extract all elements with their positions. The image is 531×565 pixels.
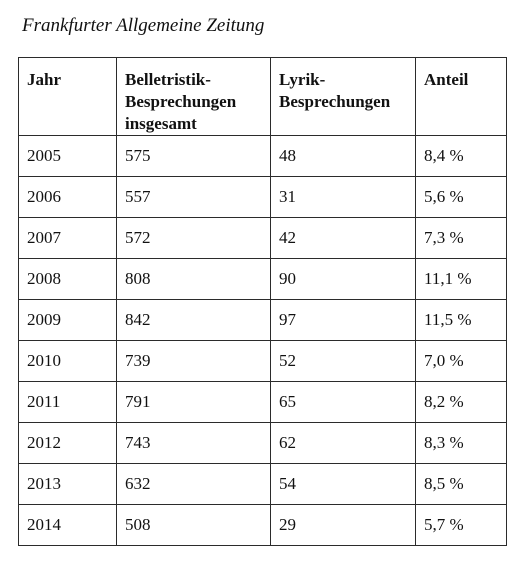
table-body	[19, 136, 507, 546]
table-row	[19, 177, 507, 218]
header-poetry-line: Lyrik-	[279, 70, 326, 89]
header-share-line: Anteil	[424, 70, 469, 89]
cell-year: 2009	[19, 300, 117, 341]
cell-fiction-reviews: 575	[117, 136, 271, 177]
header-poetry-line: Besprechungen	[279, 92, 391, 111]
cell-poetry-reviews: 97	[271, 300, 416, 341]
cell-share: 7,3 %	[416, 218, 507, 259]
header-fiction-line: insgesamt	[125, 114, 197, 133]
cell-poetry-reviews: 62	[271, 423, 416, 464]
cell-year: 2008	[19, 259, 117, 300]
cell-fiction-reviews: 743	[117, 423, 271, 464]
table-row	[19, 300, 507, 341]
header-fiction-line: Belletristik-	[125, 70, 211, 89]
cell-poetry-reviews: 48	[271, 136, 416, 177]
cell-year: 2006	[19, 177, 117, 218]
cell-share: 11,1 %	[416, 259, 507, 300]
cell-year: 2013	[19, 464, 117, 505]
table-caption: Frankfurter Allgemeine Zeitung	[22, 15, 265, 36]
table-row	[19, 136, 507, 177]
cell-fiction-reviews: 842	[117, 300, 271, 341]
cell-year: 2010	[19, 341, 117, 382]
cell-share: 7,0 %	[416, 341, 507, 382]
header-fiction-reviews	[117, 58, 271, 136]
table-header	[19, 58, 507, 136]
table-row	[19, 218, 507, 259]
header-row	[19, 58, 507, 136]
header-year	[19, 58, 117, 136]
table-row	[19, 259, 507, 300]
cell-fiction-reviews: 572	[117, 218, 271, 259]
header-share	[416, 58, 507, 136]
cell-poetry-reviews: 90	[271, 259, 416, 300]
table-row	[19, 464, 507, 505]
cell-share: 5,7 %	[416, 505, 507, 546]
cell-year: 2011	[19, 382, 117, 423]
cell-fiction-reviews: 508	[117, 505, 271, 546]
cell-share: 5,6 %	[416, 177, 507, 218]
cell-share: 8,5 %	[416, 464, 507, 505]
cell-poetry-reviews: 52	[271, 341, 416, 382]
table-row	[19, 423, 507, 464]
cell-share: 8,4 %	[416, 136, 507, 177]
cell-fiction-reviews: 739	[117, 341, 271, 382]
header-poetry-reviews	[271, 58, 416, 136]
cell-fiction-reviews: 791	[117, 382, 271, 423]
header-fiction-line: Besprechungen	[125, 92, 237, 111]
cell-poetry-reviews: 29	[271, 505, 416, 546]
review-statistics-table	[18, 57, 507, 546]
cell-year: 2012	[19, 423, 117, 464]
cell-poetry-reviews: 31	[271, 177, 416, 218]
cell-poetry-reviews: 54	[271, 464, 416, 505]
cell-share: 8,3 %	[416, 423, 507, 464]
cell-year: 2014	[19, 505, 117, 546]
cell-share: 11,5 %	[416, 300, 507, 341]
cell-poetry-reviews: 65	[271, 382, 416, 423]
table-row	[19, 505, 507, 546]
cell-year: 2005	[19, 136, 117, 177]
cell-poetry-reviews: 42	[271, 218, 416, 259]
header-year-line: Jahr	[27, 70, 61, 89]
table-row	[19, 341, 507, 382]
cell-fiction-reviews: 557	[117, 177, 271, 218]
cell-share: 8,2 %	[416, 382, 507, 423]
cell-year: 2007	[19, 218, 117, 259]
cell-fiction-reviews: 808	[117, 259, 271, 300]
table-row	[19, 382, 507, 423]
cell-fiction-reviews: 632	[117, 464, 271, 505]
